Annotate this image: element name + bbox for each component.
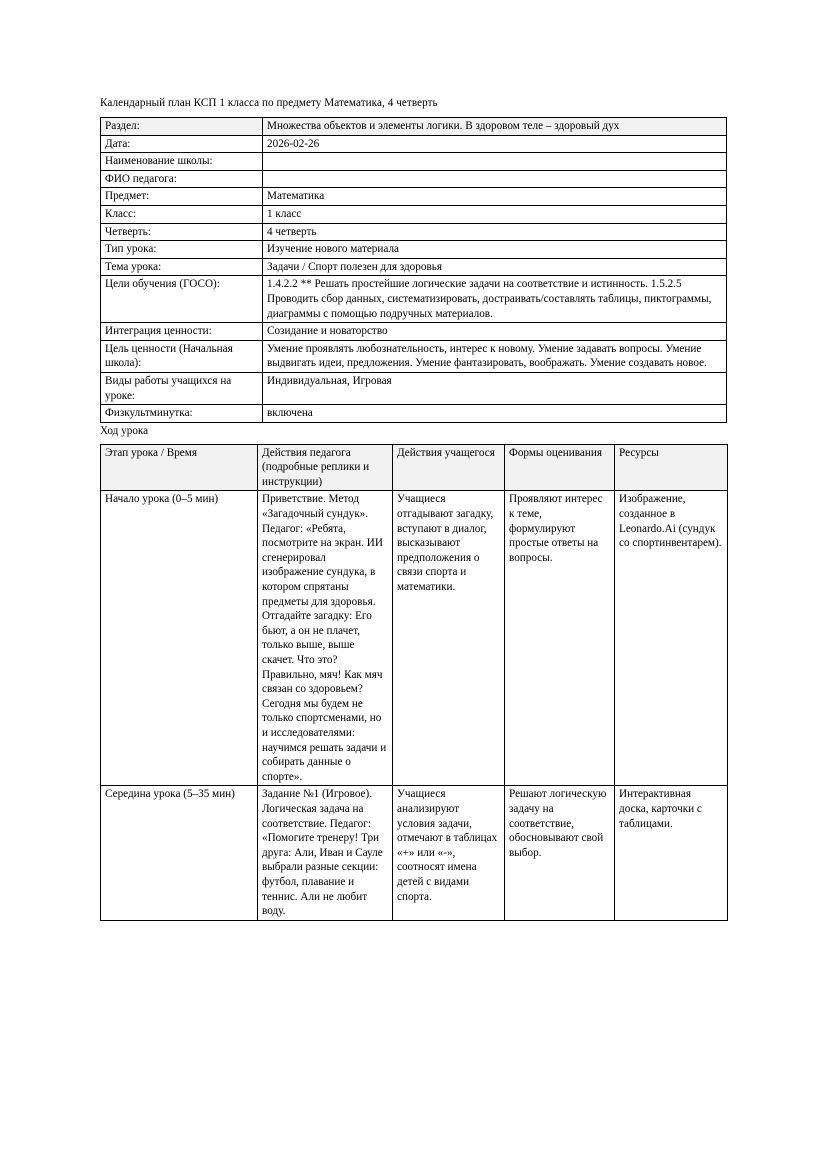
flow-cell-assessment: Проявляют интерес к теме, формулируют простые ответы на вопросы.: [505, 491, 615, 786]
table-row: [101, 372, 727, 404]
info-row-label: Раздел:: [101, 118, 263, 136]
info-row-label: Цели обучения (ГОСО):: [101, 276, 263, 323]
flow-cell-student-actions: Учащиеся анализируют условия задачи, отмечают в таблицах «+» или «-», соотносят имена детей с видами спорта.: [393, 786, 505, 920]
info-row-value: Множества объектов и элементы логики. В здоровом теле – здоровый дух: [263, 118, 727, 136]
flow-cell-teacher-actions: Задание №1 (Игровое). Логическая задача на соответствие. Педагог: «Помогите тренеру! Три друга: Али, Иван и Сауле выбрали разные секции: футбол, плавание и теннис. Али не любит воду.: [258, 786, 393, 920]
table-row: [101, 170, 727, 188]
table-row: [101, 135, 727, 153]
info-row-label: Четверть:: [101, 223, 263, 241]
column-header-assessment-forms: Формы оценивания: [505, 444, 615, 491]
info-row-label: Физкультминутка:: [101, 405, 263, 423]
flow-cell-resources: Изображение, созданное в Leonardo.Ai (сундук со спортинвентарем).: [615, 491, 728, 786]
info-row-value: Математика: [263, 188, 727, 206]
table-row: [101, 323, 727, 341]
section-caption-lesson-flow: Ход урока: [100, 424, 149, 437]
info-row-label: Тип урока:: [101, 241, 263, 259]
flow-cell-resources: Интерактивная доска, карточки с таблицами.: [615, 786, 728, 920]
info-row-label: Класс:: [101, 205, 263, 223]
table-row: [101, 786, 728, 920]
flow-cell-stage: Начало урока (0–5 мин): [101, 491, 258, 786]
info-row-value: включена: [263, 405, 727, 423]
table-row: [101, 205, 727, 223]
info-row-value: Индивидуальная, Игровая: [263, 372, 727, 404]
table-row: [101, 223, 727, 241]
table-row: [101, 491, 728, 786]
info-row-label: Виды работы учащихся на уроке:: [101, 372, 263, 404]
column-header-stage: Этап урока / Время: [101, 444, 258, 491]
column-header-student-actions: Действия учащегося: [393, 444, 505, 491]
info-row-value: 4 четверть: [263, 223, 727, 241]
table-row: [101, 405, 727, 423]
info-row-value: 1.4.2.2 ** Решать простейшие логические задачи на соответствие и истинность. 1.5.2.5 Проводить сбор данных, систематизировать, достраивать/составлять таблицы, пиктограммы, диаграммы с помощью подручных материалов.: [263, 276, 727, 323]
flow-cell-assessment: Решают логическую задачу на соответствие, обосновывают свой выбор.: [505, 786, 615, 920]
flow-cell-teacher-actions: Приветствие. Метод «Загадочный сундук». Педагог: «Ребята, посмотрите на экран. ИИ сгенерировал изображение сундука, в котором спрятаны предметы для здоровья. Отгадайте загадку: Его бьют, а он не плачет, только выше, выше скачет. Что это? Правильно, мяч! Как мяч связан со здоровьем? Сегодня мы будем не только спортсменами, но и исследователями: научимся решать задачи и собирать данные о спорте».: [258, 491, 393, 786]
info-row-value: 2026-02-26: [263, 135, 727, 153]
column-header-resources: Ресурсы: [615, 444, 728, 491]
info-row-value: [263, 153, 727, 171]
info-row-label: Наименование школы:: [101, 153, 263, 171]
info-row-value: 1 класс: [263, 205, 727, 223]
table-header-row: [101, 444, 728, 491]
table-row: [101, 258, 727, 276]
info-row-value: Задачи / Спорт полезен для здоровья: [263, 258, 727, 276]
lesson-flow-head: [101, 444, 728, 491]
lesson-info-body: [101, 118, 727, 423]
flow-cell-stage: Середина урока (5–35 мин): [101, 786, 258, 920]
table-row: [101, 118, 727, 136]
info-row-label: Тема урока:: [101, 258, 263, 276]
info-row-label: Дата:: [101, 135, 263, 153]
info-row-value: Изучение нового материала: [263, 241, 727, 259]
info-row-label: ФИО педагога:: [101, 170, 263, 188]
flow-cell-student-actions: Учащиеся отгадывают загадку, вступают в диалог, высказывают предположения о связи спорта и математики.: [393, 491, 505, 786]
column-header-teacher-actions: Действия педагога (подробные реплики и инструкции): [258, 444, 393, 491]
info-row-value: [263, 170, 727, 188]
lesson-info-table: [100, 117, 727, 423]
lesson-flow-body: [101, 491, 728, 920]
info-row-label: Цель ценности (Начальная школа):: [101, 340, 263, 372]
info-row-label: Интеграция ценности:: [101, 323, 263, 341]
table-row: [101, 153, 727, 171]
table-row: [101, 241, 727, 259]
table-row: [101, 188, 727, 206]
table-row: [101, 276, 727, 323]
info-row-value: Умение проявлять любознательность, интерес к новому. Умение задавать вопросы. Умение выдвигать идеи, предложения. Умение фантазировать, воображать. Умение создавать новое.: [263, 340, 727, 372]
info-row-value: Созидание и новаторство: [263, 323, 727, 341]
page-title: Календарный план КСП 1 класса по предмету Математика, 4 четверть: [100, 97, 438, 109]
table-row: [101, 340, 727, 372]
lesson-flow-table: [100, 444, 728, 921]
info-row-label: Предмет:: [101, 188, 263, 206]
